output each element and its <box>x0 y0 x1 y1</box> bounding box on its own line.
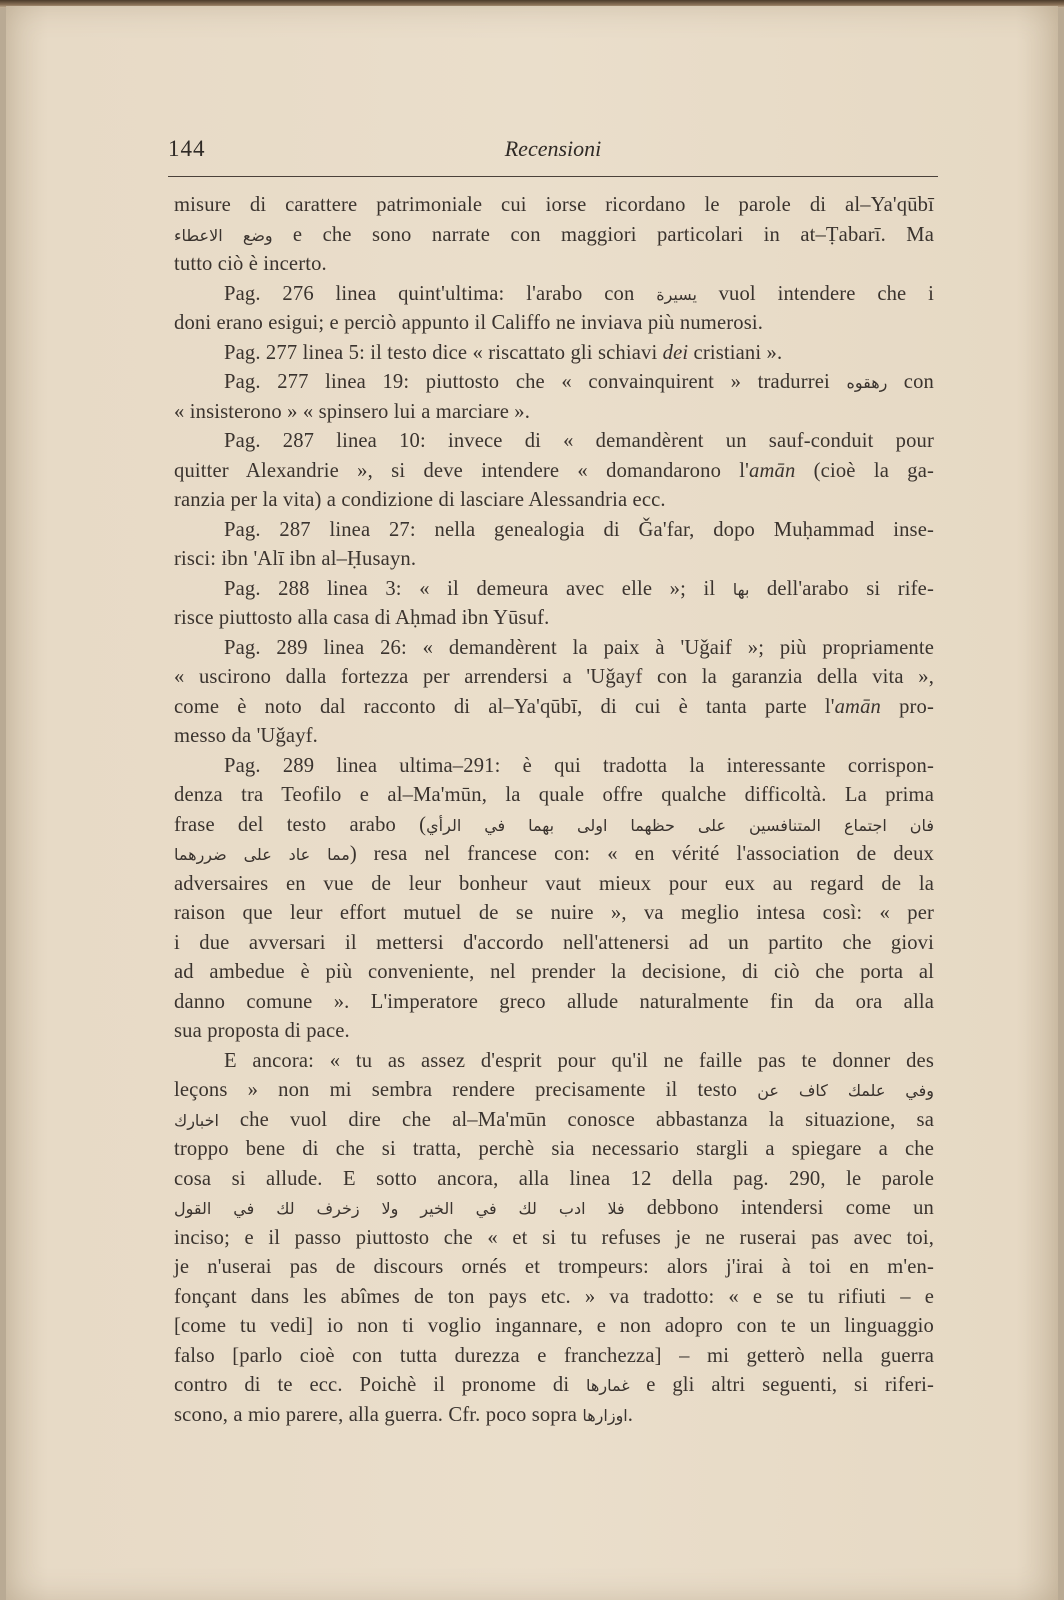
text-line <box>174 1135 934 1165</box>
text-segment: sua proposta di pace. <box>174 1020 350 1042</box>
text-line <box>174 368 934 398</box>
text-line <box>174 191 934 221</box>
header-rule <box>168 176 938 177</box>
arabic-text: يسيرة <box>656 284 697 304</box>
italic-term: amān <box>749 459 796 482</box>
text-segment: Pag. 288 linea 3: « il demeura avec elle »; il <box>224 577 733 600</box>
text-segment: cristiani ». <box>688 341 783 364</box>
text-line <box>174 634 934 664</box>
text-segment: inciso; e il passo piuttosto che « et si tu refuses je ne ruserai pas avec toi, <box>174 1226 934 1249</box>
text-line <box>174 486 934 516</box>
text-segment: Pag. 287 linea 27: nella genealogia di Ǧa'far, dopo Muḥammad inse- <box>224 518 934 541</box>
body-text <box>174 191 934 1430</box>
text-line <box>174 339 934 369</box>
text-segment: leçons » non mi sembra rendere precisamente il testo <box>174 1079 758 1101</box>
arabic-text: رهقوه <box>846 373 888 392</box>
text-line <box>174 1047 934 1077</box>
text-segment: e gli altri seguenti, si riferi- <box>629 1374 934 1396</box>
text-segment: raison que leur effort mutuel de se nuire », va meglio intesa così: « per <box>174 902 934 924</box>
text-segment: adversaires en vue de leur bonheur vaut mieux pour eux au regard de la <box>174 872 934 895</box>
text-segment: risce piuttosto alla casa di Aḥmad ibn Yūsuf. <box>174 607 550 629</box>
text-segment: denza tra Teofilo e al–Ma'mūn, la quale offre qualche difficoltà. La prima <box>174 784 934 806</box>
text-segment: con <box>887 371 934 393</box>
text-segment: messo da 'Uǧayf. <box>174 725 318 747</box>
text-line <box>174 250 934 280</box>
text-line <box>174 899 934 929</box>
text-segment: quitter Alexandrie », si deve intendere « domandarono l' <box>174 459 750 482</box>
text-line <box>174 811 934 841</box>
arabic-text: اوزارها <box>582 1405 628 1425</box>
text-segment: ranzia per la vita) a condizione di lasciare Alessandria ecc. <box>174 489 666 511</box>
text-segment: « uscirono dalla fortezza per arrendersi a 'Uǧayf con la garanzia della vita », <box>174 666 934 688</box>
text-line <box>174 929 934 959</box>
text-line <box>174 1371 934 1401</box>
text-segment: Pag. 277 linea 5: il testo dice « riscattato gli schiavi <box>224 341 663 364</box>
text-segment: frase del testo arabo ( <box>174 813 427 836</box>
text-line <box>174 1076 934 1106</box>
text-line <box>174 693 934 723</box>
text-segment: doni erano esigui; e perciò appunto il Califfo ne inviava più numerosi. <box>174 312 764 334</box>
text-line <box>174 870 934 900</box>
text-line <box>174 663 934 693</box>
text-segment: ) resa nel francese con: « en vérité l'association de deux <box>349 843 934 865</box>
text-line <box>174 545 934 575</box>
text-segment: tutto ciò è incerto. <box>174 253 327 275</box>
arabic-text: بها <box>732 579 750 599</box>
text-segment: scono, a mio parere, alla guerra. Cfr. poco sopra <box>174 1403 583 1426</box>
text-line <box>174 280 934 310</box>
text-line <box>174 840 934 870</box>
text-segment: contro di te ecc. Poichè il pronome di <box>174 1374 587 1396</box>
arabic-text: وضع الاعطاء <box>174 225 273 245</box>
text-line <box>174 1165 934 1195</box>
page-number: 144 <box>168 136 206 161</box>
text-segment: i due avversari il mettersi d'accordo nell'attenersi ad un partito che giovi <box>174 931 934 954</box>
text-segment: (cioè la ga- <box>795 459 935 482</box>
text-line <box>174 516 934 546</box>
text-line <box>174 1106 934 1136</box>
text-line <box>174 221 934 251</box>
text-segment: E ancora: « tu as assez d'esprit pour qu'il ne faille pas te donner des <box>224 1049 934 1072</box>
text-line <box>174 309 934 339</box>
text-segment: Pag. 289 linea ultima–291: è qui tradotta la interessante corrispon- <box>224 754 934 777</box>
text-segment: vuol intendere che i <box>696 282 935 305</box>
text-line <box>174 427 934 457</box>
text-segment: [come tu vedi] io non ti voglio ingannare, e non adopro con te un linguaggio <box>174 1315 934 1337</box>
text-segment: je n'userai pas de discours ornés et trompeurs: alors j'irai à toi en m'en- <box>174 1256 934 1278</box>
text-segment: come è noto dal racconto di al–Ya'qūbī, di cui è tanta parte l' <box>174 695 835 718</box>
text-line <box>174 752 934 782</box>
text-segment: troppo bene di che si tratta, perchè sia necessario stargli a spiegare a che <box>174 1138 934 1160</box>
text-line <box>174 1342 934 1372</box>
text-line <box>174 988 934 1018</box>
text-segment: misure di carattere patrimoniale cui iorse ricordano le parole di al–Ya'qūbī <box>174 194 934 216</box>
text-segment: falso [parlo cioè con tutta durezza e franchezza] – mi getterò nella guerra <box>174 1344 934 1367</box>
text-line <box>174 1017 934 1047</box>
text-line <box>174 1194 934 1224</box>
text-segment: cosa si allude. E sotto ancora, alla linea 12 della pag. 290, le parole <box>174 1167 934 1190</box>
text-line <box>174 575 934 605</box>
text-segment: Pag. 277 linea 19: piuttosto che « convainquirent » tradurrei <box>224 371 847 393</box>
text-segment: . <box>627 1403 633 1426</box>
text-line <box>174 781 934 811</box>
text-segment: dell'arabo si rife- <box>749 577 934 600</box>
text-line <box>174 398 934 428</box>
arabic-text: اخبارك <box>174 1110 219 1130</box>
text-segment: e che sono narrate con maggiori particolari in at–Ṭabarī. Ma <box>272 223 935 246</box>
text-segment: che vuol dire che al–Ma'mūn conosce abbastanza la situazione, sa <box>218 1108 934 1131</box>
italic-term: dei <box>662 341 689 364</box>
text-segment: Pag. 276 linea quint'ultima: l'arabo con <box>224 282 657 305</box>
text-line <box>174 1401 934 1431</box>
arabic-text: غمارها <box>586 1376 630 1395</box>
text-segment: pro- <box>880 695 934 718</box>
italic-term: amān <box>834 695 881 718</box>
text-segment: fonçant dans les abîmes de ton pays etc. » va tradotto: « e se tu rifiuti – e <box>174 1285 934 1308</box>
arabic-text: فلا ادب لك في الخير ولا زخرف لك في القول <box>174 1199 625 1218</box>
text-line <box>174 1283 934 1313</box>
text-segment: danno comune ». L'imperatore greco allude naturalmente fin da ora alla <box>174 990 934 1013</box>
text-line <box>174 1253 934 1283</box>
text-segment: risci: ibn 'Alī ibn al–Ḥusayn. <box>174 548 417 570</box>
text-segment: ad ambedue è più conveniente, nel prender la decisione, di ciò che porta al <box>174 961 934 983</box>
text-segment: debbono intendersi come un <box>624 1197 934 1219</box>
text-line <box>174 958 934 988</box>
arabic-text: وفي علمك كاف عن <box>757 1081 934 1100</box>
text-line <box>174 1312 934 1342</box>
text-segment: « insisterono » « spinsero lui a marciare ». <box>174 400 531 423</box>
arabic-text: مما عاد على ضررهما <box>174 845 350 864</box>
page-header <box>168 134 938 168</box>
text-line <box>174 1224 934 1254</box>
text-segment: Pag. 289 linea 26: « demandèrent la paix à 'Uǧaif »; più propriamente <box>224 636 934 659</box>
text-line <box>174 722 934 752</box>
text-segment: Pag. 287 linea 10: invece di « demandèrent un sauf-conduit pour <box>224 430 934 452</box>
text-line <box>174 457 934 487</box>
arabic-text: فان اجتماع المتنافسين على حظهما اولى بهما في الرأي <box>426 815 935 835</box>
text-line <box>174 604 934 634</box>
running-head: Recensioni <box>504 136 602 161</box>
